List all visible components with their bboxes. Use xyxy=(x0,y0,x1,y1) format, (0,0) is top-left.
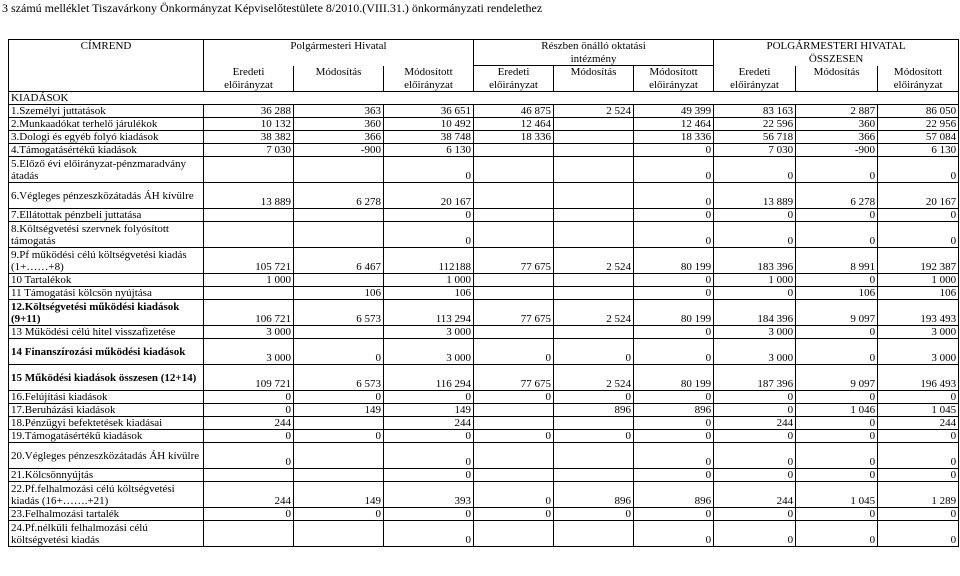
value-cell xyxy=(554,521,634,547)
value-cell: 0 xyxy=(796,157,878,183)
value-cell: 149 xyxy=(294,404,384,417)
value-cell xyxy=(474,274,554,287)
row-label: 12.Költségvetési működési kiadások (9+11) xyxy=(9,300,204,326)
sub-header-line2 xyxy=(294,79,384,92)
value-cell: 360 xyxy=(796,118,878,131)
value-cell xyxy=(554,222,634,248)
table-row xyxy=(9,274,959,287)
value-cell xyxy=(294,521,384,547)
value-cell: -900 xyxy=(294,144,384,157)
value-cell: 0 xyxy=(714,469,796,482)
table-row xyxy=(9,469,959,482)
value-cell: 3 000 xyxy=(204,326,294,339)
table-header xyxy=(9,40,959,92)
group-header: POLGÁRMESTERI HIVATAL xyxy=(714,40,959,53)
row-label: 13 Működési célú hitel visszafizetése xyxy=(9,326,204,339)
value-cell: 0 xyxy=(634,508,714,521)
value-cell: 0 xyxy=(878,222,959,248)
value-cell xyxy=(554,131,634,144)
value-cell: 0 xyxy=(384,222,474,248)
value-cell: 112188 xyxy=(384,248,474,274)
table-row xyxy=(9,417,959,430)
value-cell: 10 132 xyxy=(204,118,294,131)
table-row xyxy=(9,339,959,365)
value-cell: 6 278 xyxy=(796,183,878,209)
value-cell: 393 xyxy=(384,482,474,508)
value-cell: 105 721 xyxy=(204,248,294,274)
table-body xyxy=(9,92,959,547)
value-cell: 0 xyxy=(384,209,474,222)
value-cell xyxy=(474,287,554,300)
value-cell xyxy=(474,326,554,339)
row-label: 22.Pf.felhalmozási célú költségvetési kiadás (16+…….+21) xyxy=(9,482,204,508)
value-cell: 18 336 xyxy=(474,131,554,144)
value-cell: 0 xyxy=(878,443,959,469)
sub-header: Módosított xyxy=(384,66,474,79)
value-cell: 0 xyxy=(384,469,474,482)
value-cell: 20 167 xyxy=(384,183,474,209)
value-cell: 0 xyxy=(634,339,714,365)
table-row xyxy=(9,144,959,157)
value-cell: 0 xyxy=(878,391,959,404)
value-cell: 38 382 xyxy=(204,131,294,144)
value-cell: 0 xyxy=(554,508,634,521)
value-cell: 0 xyxy=(634,417,714,430)
value-cell xyxy=(554,157,634,183)
value-cell: -900 xyxy=(796,144,878,157)
sub-header: Eredeti xyxy=(714,66,796,79)
value-cell xyxy=(294,157,384,183)
group-header-line2: intézmény xyxy=(474,53,714,66)
table-row xyxy=(9,443,959,469)
value-cell: 80 199 xyxy=(634,365,714,391)
value-cell: 0 xyxy=(204,508,294,521)
value-cell: 113 294 xyxy=(384,300,474,326)
value-cell: 0 xyxy=(204,391,294,404)
value-cell: 49 399 xyxy=(634,105,714,118)
value-cell: 0 xyxy=(474,430,554,443)
value-cell: 6 278 xyxy=(294,183,384,209)
value-cell xyxy=(474,209,554,222)
sub-header-line2: előirányzat xyxy=(878,79,959,92)
value-cell: 38 748 xyxy=(384,131,474,144)
value-cell xyxy=(554,287,634,300)
table-row xyxy=(9,287,959,300)
value-cell: 366 xyxy=(294,131,384,144)
value-cell xyxy=(554,443,634,469)
value-cell: 244 xyxy=(204,482,294,508)
value-cell: 896 xyxy=(634,404,714,417)
value-cell xyxy=(554,469,634,482)
value-cell: 6 130 xyxy=(384,144,474,157)
value-cell: 77 675 xyxy=(474,365,554,391)
value-cell xyxy=(294,469,384,482)
value-cell xyxy=(474,157,554,183)
value-cell: 0 xyxy=(384,521,474,547)
value-cell: 363 xyxy=(294,105,384,118)
value-cell: 0 xyxy=(384,430,474,443)
value-cell: 149 xyxy=(294,482,384,508)
row-label: 16.Felújítási kiadások xyxy=(9,391,204,404)
value-cell: 244 xyxy=(878,417,959,430)
value-cell: 0 xyxy=(796,521,878,547)
value-cell: 0 xyxy=(714,209,796,222)
value-cell: 0 xyxy=(878,521,959,547)
value-cell: 3 000 xyxy=(384,339,474,365)
value-cell: 0 xyxy=(714,222,796,248)
value-cell: 0 xyxy=(554,339,634,365)
value-cell: 3 000 xyxy=(384,326,474,339)
value-cell: 0 xyxy=(294,339,384,365)
value-cell xyxy=(204,469,294,482)
table-row xyxy=(9,391,959,404)
value-cell: 2 524 xyxy=(554,365,634,391)
value-cell xyxy=(474,521,554,547)
value-cell: 106 xyxy=(294,287,384,300)
table-row xyxy=(9,157,959,183)
value-cell: 116 294 xyxy=(384,365,474,391)
value-cell: 0 xyxy=(796,274,878,287)
row-label: 5.Előző évi előirányzat-pénzmaradvány átadás xyxy=(9,157,204,183)
value-cell: 0 xyxy=(714,404,796,417)
value-cell: 0 xyxy=(796,391,878,404)
table-row xyxy=(9,508,959,521)
sub-header: Módosítás xyxy=(294,66,384,79)
sub-header: Módosítás xyxy=(554,66,634,79)
value-cell: 244 xyxy=(714,417,796,430)
value-cell: 0 xyxy=(634,391,714,404)
value-cell: 6 573 xyxy=(294,365,384,391)
value-cell xyxy=(294,417,384,430)
table-row xyxy=(9,209,959,222)
value-cell: 0 xyxy=(878,430,959,443)
value-cell: 0 xyxy=(634,209,714,222)
value-cell: 1 045 xyxy=(796,482,878,508)
sub-header-line2: előirányzat xyxy=(714,79,796,92)
value-cell: 0 xyxy=(634,287,714,300)
value-cell: 20 167 xyxy=(878,183,959,209)
sub-header: Módosított xyxy=(878,66,959,79)
value-cell: 36 651 xyxy=(384,105,474,118)
value-cell: 2 524 xyxy=(554,248,634,274)
value-cell: 1 045 xyxy=(878,404,959,417)
row-label: 21.Kölcsönnyújtás xyxy=(9,469,204,482)
value-cell: 86 050 xyxy=(878,105,959,118)
group-header-line2 xyxy=(204,53,474,66)
row-label: 18.Pénzügyi befektetések kiadásai xyxy=(9,417,204,430)
value-cell: 183 396 xyxy=(714,248,796,274)
value-cell: 2 524 xyxy=(554,105,634,118)
value-cell: 3 000 xyxy=(714,339,796,365)
table-row xyxy=(9,222,959,248)
value-cell: 0 xyxy=(714,391,796,404)
table-row xyxy=(9,326,959,339)
value-cell xyxy=(204,209,294,222)
value-cell: 0 xyxy=(878,508,959,521)
value-cell: 0 xyxy=(634,326,714,339)
value-cell: 7 030 xyxy=(714,144,796,157)
value-cell: 12 464 xyxy=(634,118,714,131)
value-cell: 6 130 xyxy=(878,144,959,157)
value-cell: 1 289 xyxy=(878,482,959,508)
header-cimrend: CÍMREND xyxy=(9,40,204,53)
value-cell: 18 336 xyxy=(634,131,714,144)
sub-header-line2 xyxy=(796,79,878,92)
sub-header: Eredeti xyxy=(204,66,294,79)
value-cell: 106 721 xyxy=(204,300,294,326)
value-cell xyxy=(204,222,294,248)
value-cell: 8 991 xyxy=(796,248,878,274)
value-cell xyxy=(474,443,554,469)
value-cell: 2 887 xyxy=(796,105,878,118)
sub-header-line2: előirányzat xyxy=(634,79,714,92)
row-label: 1.Személyi juttatások xyxy=(9,105,204,118)
value-cell: 12 464 xyxy=(474,118,554,131)
value-cell: 0 xyxy=(878,469,959,482)
table-row xyxy=(9,248,959,274)
value-cell: 9 097 xyxy=(796,300,878,326)
row-label: 11 Támogatási kölcsön nyújtása xyxy=(9,287,204,300)
table-row xyxy=(9,183,959,209)
value-cell: 1 000 xyxy=(878,274,959,287)
value-cell: 896 xyxy=(634,482,714,508)
value-cell xyxy=(554,417,634,430)
value-cell xyxy=(474,417,554,430)
sub-header-line2: előirányzat xyxy=(474,79,554,92)
section-label: KIADÁSOK xyxy=(9,92,959,105)
row-label: 9.Pf működési célú költségvetési kiadás (1+……+8) xyxy=(9,248,204,274)
group-header: Polgármesteri Hivatal xyxy=(204,40,474,53)
value-cell xyxy=(474,144,554,157)
value-cell xyxy=(474,222,554,248)
row-label: 15 Működési kiadások összesen (12+14) xyxy=(9,365,204,391)
value-cell: 0 xyxy=(796,417,878,430)
value-cell xyxy=(554,209,634,222)
value-cell: 106 xyxy=(384,287,474,300)
value-cell: 1 000 xyxy=(714,274,796,287)
value-cell: 0 xyxy=(294,391,384,404)
value-cell: 6 573 xyxy=(294,300,384,326)
value-cell: 0 xyxy=(554,391,634,404)
value-cell xyxy=(474,469,554,482)
value-cell: 0 xyxy=(714,157,796,183)
value-cell xyxy=(204,287,294,300)
table-row xyxy=(9,105,959,118)
value-cell: 57 084 xyxy=(878,131,959,144)
value-cell: 80 199 xyxy=(634,248,714,274)
value-cell: 187 396 xyxy=(714,365,796,391)
value-cell xyxy=(294,222,384,248)
group-header: Részben önálló oktatási xyxy=(474,40,714,53)
value-cell: 3 000 xyxy=(878,339,959,365)
row-label: 6.Végleges pénzeszközátadás ÁH kívülre xyxy=(9,183,204,209)
value-cell: 0 xyxy=(634,222,714,248)
sub-header-line2: előirányzat xyxy=(204,79,294,92)
value-cell: 9 097 xyxy=(796,365,878,391)
value-cell: 0 xyxy=(474,482,554,508)
value-cell xyxy=(204,521,294,547)
value-cell xyxy=(294,326,384,339)
budget-table xyxy=(8,39,959,547)
table-row xyxy=(9,118,959,131)
row-label: 23.Felhalmozási tartalék xyxy=(9,508,204,521)
value-cell xyxy=(294,443,384,469)
value-cell: 3 000 xyxy=(714,326,796,339)
value-cell: 77 675 xyxy=(474,300,554,326)
value-cell: 106 xyxy=(878,287,959,300)
value-cell: 22 596 xyxy=(714,118,796,131)
value-cell: 360 xyxy=(294,118,384,131)
value-cell: 0 xyxy=(294,430,384,443)
row-label: 8.Költségvetési szervnek folyósított támogatás xyxy=(9,222,204,248)
sub-header: Módosított xyxy=(634,66,714,79)
value-cell: 0 xyxy=(204,430,294,443)
value-cell: 0 xyxy=(634,274,714,287)
value-cell: 13 889 xyxy=(714,183,796,209)
value-cell: 46 875 xyxy=(474,105,554,118)
row-label: 14 Finanszírozási működési kiadások xyxy=(9,339,204,365)
value-cell: 106 xyxy=(796,287,878,300)
value-cell xyxy=(554,326,634,339)
table-row xyxy=(9,430,959,443)
value-cell: 0 xyxy=(474,339,554,365)
row-label: 19.Támogatásértékű kiadások xyxy=(9,430,204,443)
row-label: 17.Beruházási kiadások xyxy=(9,404,204,417)
value-cell: 184 396 xyxy=(714,300,796,326)
table-row xyxy=(9,482,959,508)
sub-header-line2: előirányzat xyxy=(384,79,474,92)
value-cell: 10 492 xyxy=(384,118,474,131)
value-cell: 3 000 xyxy=(878,326,959,339)
value-cell: 0 xyxy=(204,443,294,469)
row-label: 7.Ellátottak pénzbeli juttatása xyxy=(9,209,204,222)
value-cell: 896 xyxy=(554,482,634,508)
value-cell: 0 xyxy=(204,404,294,417)
value-cell: 0 xyxy=(714,508,796,521)
table-row xyxy=(9,365,959,391)
value-cell: 0 xyxy=(294,508,384,521)
value-cell: 1 046 xyxy=(796,404,878,417)
value-cell: 196 493 xyxy=(878,365,959,391)
value-cell: 13 889 xyxy=(204,183,294,209)
value-cell: 1 000 xyxy=(204,274,294,287)
value-cell: 244 xyxy=(714,482,796,508)
value-cell xyxy=(554,144,634,157)
sub-header: Módosítás xyxy=(796,66,878,79)
value-cell: 0 xyxy=(554,430,634,443)
value-cell xyxy=(554,183,634,209)
table-row xyxy=(9,131,959,144)
row-label: 24.Pf.nélküli felhalmozási célú költségvetési kiadás xyxy=(9,521,204,547)
value-cell: 0 xyxy=(714,443,796,469)
value-cell: 0 xyxy=(796,508,878,521)
value-cell: 896 xyxy=(554,404,634,417)
value-cell xyxy=(554,274,634,287)
value-cell xyxy=(294,209,384,222)
value-cell: 1 000 xyxy=(384,274,474,287)
value-cell: 0 xyxy=(714,521,796,547)
value-cell: 0 xyxy=(634,443,714,469)
value-cell: 0 xyxy=(796,469,878,482)
value-cell: 77 675 xyxy=(474,248,554,274)
value-cell: 0 xyxy=(796,430,878,443)
table-row xyxy=(9,300,959,326)
row-label: 3.Dologi és egyéb folyó kiadások xyxy=(9,131,204,144)
value-cell: 0 xyxy=(796,209,878,222)
value-cell: 0 xyxy=(796,443,878,469)
row-label: 2.Munkaadókat terhelő járulékok xyxy=(9,118,204,131)
value-cell xyxy=(554,118,634,131)
value-cell: 56 718 xyxy=(714,131,796,144)
value-cell xyxy=(294,274,384,287)
value-cell xyxy=(204,157,294,183)
sub-header-line2 xyxy=(554,79,634,92)
value-cell: 109 721 xyxy=(204,365,294,391)
value-cell: 0 xyxy=(384,391,474,404)
value-cell: 0 xyxy=(714,430,796,443)
value-cell: 244 xyxy=(384,417,474,430)
value-cell: 36 288 xyxy=(204,105,294,118)
value-cell xyxy=(474,183,554,209)
value-cell: 0 xyxy=(384,508,474,521)
value-cell: 0 xyxy=(384,157,474,183)
table-row xyxy=(9,521,959,547)
value-cell: 7 030 xyxy=(204,144,294,157)
value-cell: 0 xyxy=(634,157,714,183)
value-cell: 0 xyxy=(474,391,554,404)
value-cell: 244 xyxy=(204,417,294,430)
value-cell: 0 xyxy=(714,287,796,300)
value-cell: 366 xyxy=(796,131,878,144)
row-label: 20.Végleges pénzeszközátadás ÁH kívülre xyxy=(9,443,204,469)
value-cell: 0 xyxy=(634,469,714,482)
value-cell: 149 xyxy=(384,404,474,417)
value-cell: 2 524 xyxy=(554,300,634,326)
value-cell: 0 xyxy=(634,183,714,209)
value-cell: 80 199 xyxy=(634,300,714,326)
value-cell: 0 xyxy=(796,222,878,248)
value-cell: 192 387 xyxy=(878,248,959,274)
value-cell: 0 xyxy=(878,157,959,183)
value-cell: 0 xyxy=(634,430,714,443)
value-cell: 22 956 xyxy=(878,118,959,131)
value-cell: 193 493 xyxy=(878,300,959,326)
document-title: 3 számú melléklet Tiszavárkony Önkormányzat Képviselőtestülete 8/2010.(VIII.31.) önkormányzati rendelethez xyxy=(2,1,543,15)
table-row xyxy=(9,404,959,417)
row-label: 10 Tartalékok xyxy=(9,274,204,287)
value-cell: 0 xyxy=(384,443,474,469)
group-header-line2: ÖSSZESEN xyxy=(714,53,959,66)
value-cell: 0 xyxy=(796,326,878,339)
value-cell: 0 xyxy=(878,209,959,222)
value-cell xyxy=(474,404,554,417)
value-cell: 6 467 xyxy=(294,248,384,274)
value-cell: 0 xyxy=(634,144,714,157)
value-cell: 0 xyxy=(634,521,714,547)
value-cell: 0 xyxy=(796,339,878,365)
row-label: 4.Támogatásértékű kiadások xyxy=(9,144,204,157)
value-cell: 3 000 xyxy=(204,339,294,365)
sub-header: Eredeti xyxy=(474,66,554,79)
value-cell: 83 163 xyxy=(714,105,796,118)
value-cell: 0 xyxy=(474,508,554,521)
